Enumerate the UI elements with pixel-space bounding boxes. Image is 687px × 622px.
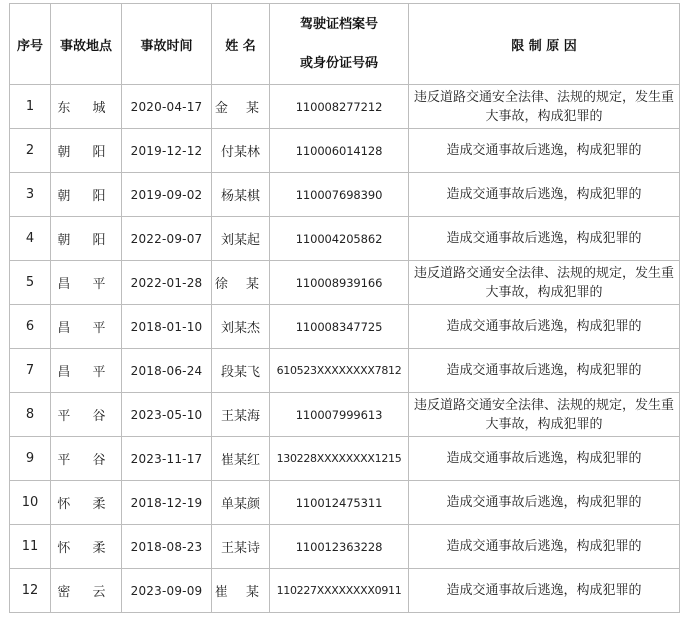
cell-date: 2020-04-17 (122, 85, 212, 129)
table-row (10, 217, 680, 261)
table-row (10, 305, 680, 349)
cell-reason (409, 173, 680, 217)
cell-reason (409, 217, 680, 261)
cell-id: 110004205862 (270, 217, 409, 261)
table-row (10, 85, 680, 129)
cell-seq: 7 (10, 349, 51, 393)
cell-date: 2019-12-12 (122, 129, 212, 173)
cell-seq: 12 (10, 569, 51, 613)
cell-date: 2019-09-02 (122, 173, 212, 217)
cell-location: 平 谷 (51, 393, 122, 437)
table-row (10, 261, 680, 305)
cell-date: 2018-12-19 (122, 481, 212, 525)
cell-location: 朝 阳 (51, 173, 122, 217)
cell-date: 2023-09-09 (122, 569, 212, 613)
cell-id: 110007698390 (270, 173, 409, 217)
cell-name: 崔某红 (212, 437, 270, 481)
cell-id: 110012475311 (270, 481, 409, 525)
cell-name: 金 某 (212, 85, 270, 129)
reason-text: 造成交通事故后逃逸，构成犯罪的 (446, 143, 642, 158)
cell-seq: 2 (10, 129, 51, 173)
reason-text: 造成交通事故后逃逸，构成犯罪的 (446, 187, 642, 202)
cell-id: 110007999613 (270, 393, 409, 437)
cell-location: 朝 阳 (51, 129, 122, 173)
table-row (10, 525, 680, 569)
reason-text: 造成交通事故后逃逸，构成犯罪的 (446, 231, 642, 246)
table-header-row (10, 4, 680, 85)
cell-location: 平 谷 (51, 437, 122, 481)
cell-id: 110008347725 (270, 305, 409, 349)
restriction-table (9, 3, 680, 613)
table-row (10, 129, 680, 173)
cell-date: 2023-05-10 (122, 393, 212, 437)
header-time: 事故时间 (122, 4, 212, 85)
cell-date: 2018-06-24 (122, 349, 212, 393)
reason-text: 造成交通事故后逃逸，构成犯罪的 (446, 539, 642, 554)
cell-date: 2023-11-17 (122, 437, 212, 481)
cell-reason (409, 481, 680, 525)
header-license-line2: 或身份证号码 (299, 55, 378, 71)
cell-name: 付某林 (212, 129, 270, 173)
cell-reason (409, 85, 680, 129)
cell-name: 杨某棋 (212, 173, 270, 217)
cell-date: 2022-01-28 (122, 261, 212, 305)
cell-name: 王某诗 (212, 525, 270, 569)
header-license (270, 4, 409, 85)
cell-name: 王某海 (212, 393, 270, 437)
cell-seq: 5 (10, 261, 51, 305)
table-row (10, 349, 680, 393)
cell-location: 怀 柔 (51, 525, 122, 569)
cell-name: 段某飞 (212, 349, 270, 393)
cell-id: 110008277212 (270, 85, 409, 129)
reason-text: 违反道路交通安全法律、法规的规定，发生重大事故，构成犯罪的 (413, 89, 674, 124)
reason-text: 违反道路交通安全法律、法规的规定，发生重大事故，构成犯罪的 (413, 397, 674, 432)
reason-text: 造成交通事故后逃逸，构成犯罪的 (446, 451, 642, 466)
reason-text: 造成交通事故后逃逸，构成犯罪的 (446, 583, 642, 598)
cell-seq: 4 (10, 217, 51, 261)
reason-text: 造成交通事故后逃逸，构成犯罪的 (446, 363, 642, 378)
table-row (10, 481, 680, 525)
cell-date: 2018-01-10 (122, 305, 212, 349)
cell-id: 610523XXXXXXXX7812 (270, 349, 409, 393)
cell-name: 刘某杰 (212, 305, 270, 349)
cell-reason (409, 393, 680, 437)
header-reason: 限 制 原 因 (409, 4, 680, 85)
cell-date: 2018-08-23 (122, 525, 212, 569)
table-body (10, 85, 680, 613)
table-row (10, 569, 680, 613)
cell-seq: 11 (10, 525, 51, 569)
reason-text: 违反道路交通安全法律、法规的规定，发生重大事故，构成犯罪的 (413, 265, 674, 300)
header-license-line1: 驾驶证档案号 (299, 16, 378, 32)
cell-name: 徐 某 (212, 261, 270, 305)
cell-name: 崔 某 (212, 569, 270, 613)
cell-location: 怀 柔 (51, 481, 122, 525)
cell-id: 110008939166 (270, 261, 409, 305)
cell-id: 130228XXXXXXXX1215 (270, 437, 409, 481)
cell-reason (409, 437, 680, 481)
reason-text: 造成交通事故后逃逸，构成犯罪的 (446, 319, 642, 334)
cell-id: 110006014128 (270, 129, 409, 173)
cell-reason (409, 525, 680, 569)
cell-id: 110227XXXXXXXX0911 (270, 569, 409, 613)
cell-reason (409, 569, 680, 613)
cell-location: 昌 平 (51, 261, 122, 305)
table-row (10, 173, 680, 217)
cell-location: 昌 平 (51, 305, 122, 349)
header-location: 事故地点 (51, 4, 122, 85)
cell-name: 单某颜 (212, 481, 270, 525)
header-seq: 序号 (10, 4, 51, 85)
cell-seq: 6 (10, 305, 51, 349)
cell-seq: 1 (10, 85, 51, 129)
cell-location: 朝 阳 (51, 217, 122, 261)
table-row (10, 437, 680, 481)
cell-location: 昌 平 (51, 349, 122, 393)
reason-text: 造成交通事故后逃逸，构成犯罪的 (446, 495, 642, 510)
table-row (10, 393, 680, 437)
cell-name: 刘某起 (212, 217, 270, 261)
cell-id: 110012363228 (270, 525, 409, 569)
cell-seq: 3 (10, 173, 51, 217)
cell-date: 2022-09-07 (122, 217, 212, 261)
cell-reason (409, 261, 680, 305)
cell-seq: 8 (10, 393, 51, 437)
cell-seq: 10 (10, 481, 51, 525)
cell-reason (409, 305, 680, 349)
cell-reason (409, 349, 680, 393)
cell-location: 东 城 (51, 85, 122, 129)
cell-seq: 9 (10, 437, 51, 481)
cell-reason (409, 129, 680, 173)
cell-location: 密 云 (51, 569, 122, 613)
header-name: 姓 名 (212, 4, 270, 85)
